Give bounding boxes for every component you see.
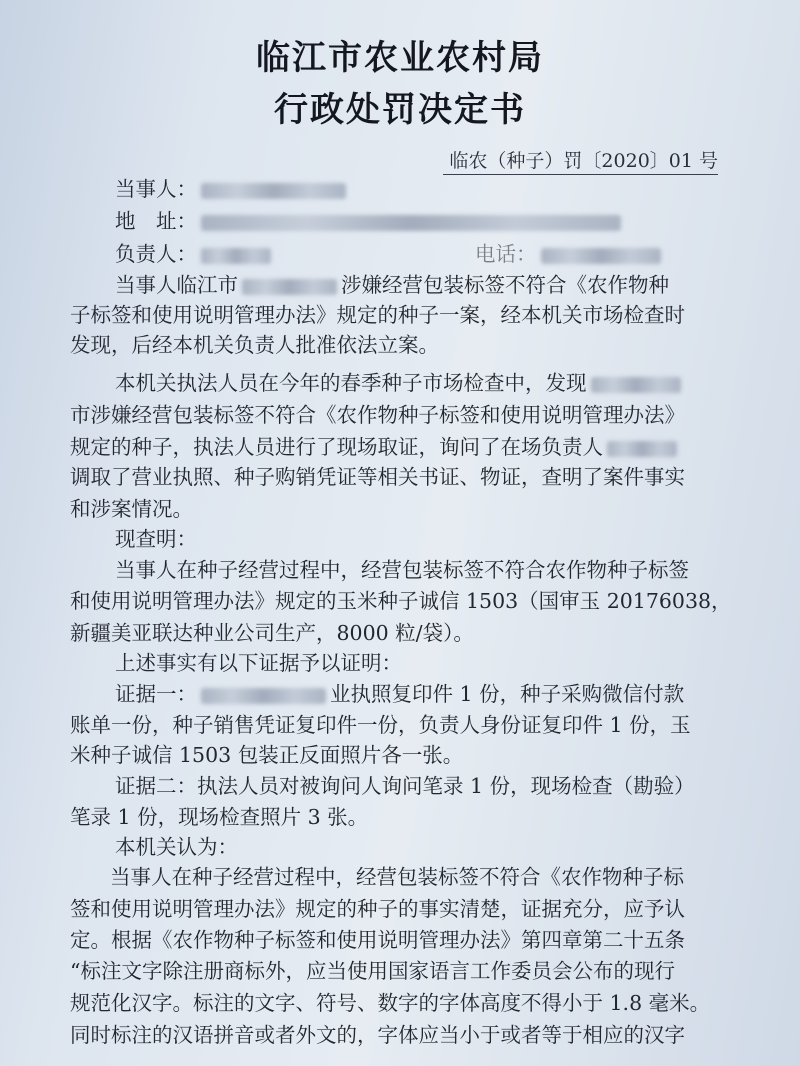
phone-label: 电话： [475,242,537,266]
section-heading: 本机关认为： [115,835,238,859]
text-line: 笔录 1 份，现场检查照片 3 张。 [70,805,369,829]
redacted-text [591,377,681,393]
text-line: 新疆美亚联达种业公司生产，8000 粒/袋）。 [70,621,474,645]
redacted-text [201,688,326,704]
document-number: 临农（种子）罚〔2020〕01 号 [443,146,718,175]
text-line: 当事人临江市 涉嫌经营包装标签不符合《农作物种 [115,273,669,297]
text-line: 账单一份，种子销售凭证复印件一份，负责人身份证复印件 1 份，玉 [70,713,691,737]
redacted-responsible-name [201,248,271,264]
text-line: 调取了营业执照、种子购销凭证等相关书证、物证，查明了案件事实 [70,465,685,489]
text-line: 同时标注的汉语拼音或者外文的，字体应当小于或者等于相应的汉字 [70,1023,685,1047]
party-label: 当事人： [115,177,197,201]
text-line: 规范化汉字。标注的文字、符号、数字的字体高度不得小于 1.8 毫米。 [70,991,711,1015]
text-line: 规定的种子，执法人员进行了现场取证，询问了在场负责人 [70,430,730,460]
text-line: 子标签和使用说明管理办法》规定的种子一案，经本机关市场检查时 [70,303,685,327]
text-line: 当事人在种子经营过程中，经营包装标签不符合《农作物种子标 [110,865,684,889]
responsible-line [115,237,775,267]
text-line: 市涉嫌经营包装标签不符合《农作物种子标签和使用说明管理办法》 [70,403,685,427]
text-line: 和使用说明管理办法》规定的玉米种子诚信 1503（国审玉 20176038， [70,589,732,613]
address-label: 地 址： [115,209,197,233]
document-type-title: 行政处罚决定书 [274,90,526,130]
redacted-responsible-name [607,441,677,457]
section-heading: 现查明： [115,527,197,551]
text-line: “标注文字除注册商标外，应当使用国家语言工作委员会公布的现行 [70,959,675,983]
text-line: 米种子诚信 1503 包装正反面照片各一张。 [70,743,464,767]
text-line: 和涉案情况。 [70,497,193,521]
text-line: 签和使用说明管理办法》规定的种子的事实清楚，证据充分，应予认 [70,897,685,921]
section-heading: 上述事实有以下证据予以证明： [115,651,402,675]
responsible-label: 负责人： [115,242,197,266]
text-line: 当事人在种子经营过程中，经营包装标签不符合农作物种子标签 [115,558,689,582]
redacted-phone [541,248,661,264]
redacted-text [242,279,337,295]
agency-title: 临江市农业农村局 [256,38,544,78]
text-line: 发现，后经本机关负责人批准依法立案。 [70,333,439,357]
redacted-address [201,215,621,231]
address-line [115,204,775,234]
evidence-line: 证据一： 业执照复印件 1 份，种子采购微信付款 [115,682,685,706]
text-line: 本机关执法人员在今年的春季种子市场检查中，发现 [115,366,775,396]
redacted-party-name [201,183,346,199]
party-line [115,172,775,202]
text-line: 定。根据《农作物种子标签和使用说明管理办法》第四章第二十五条 [70,928,685,952]
evidence-line: 证据二：执法人员对被询问人询问笔录 1 份，现场检查（勘验） [115,774,695,798]
